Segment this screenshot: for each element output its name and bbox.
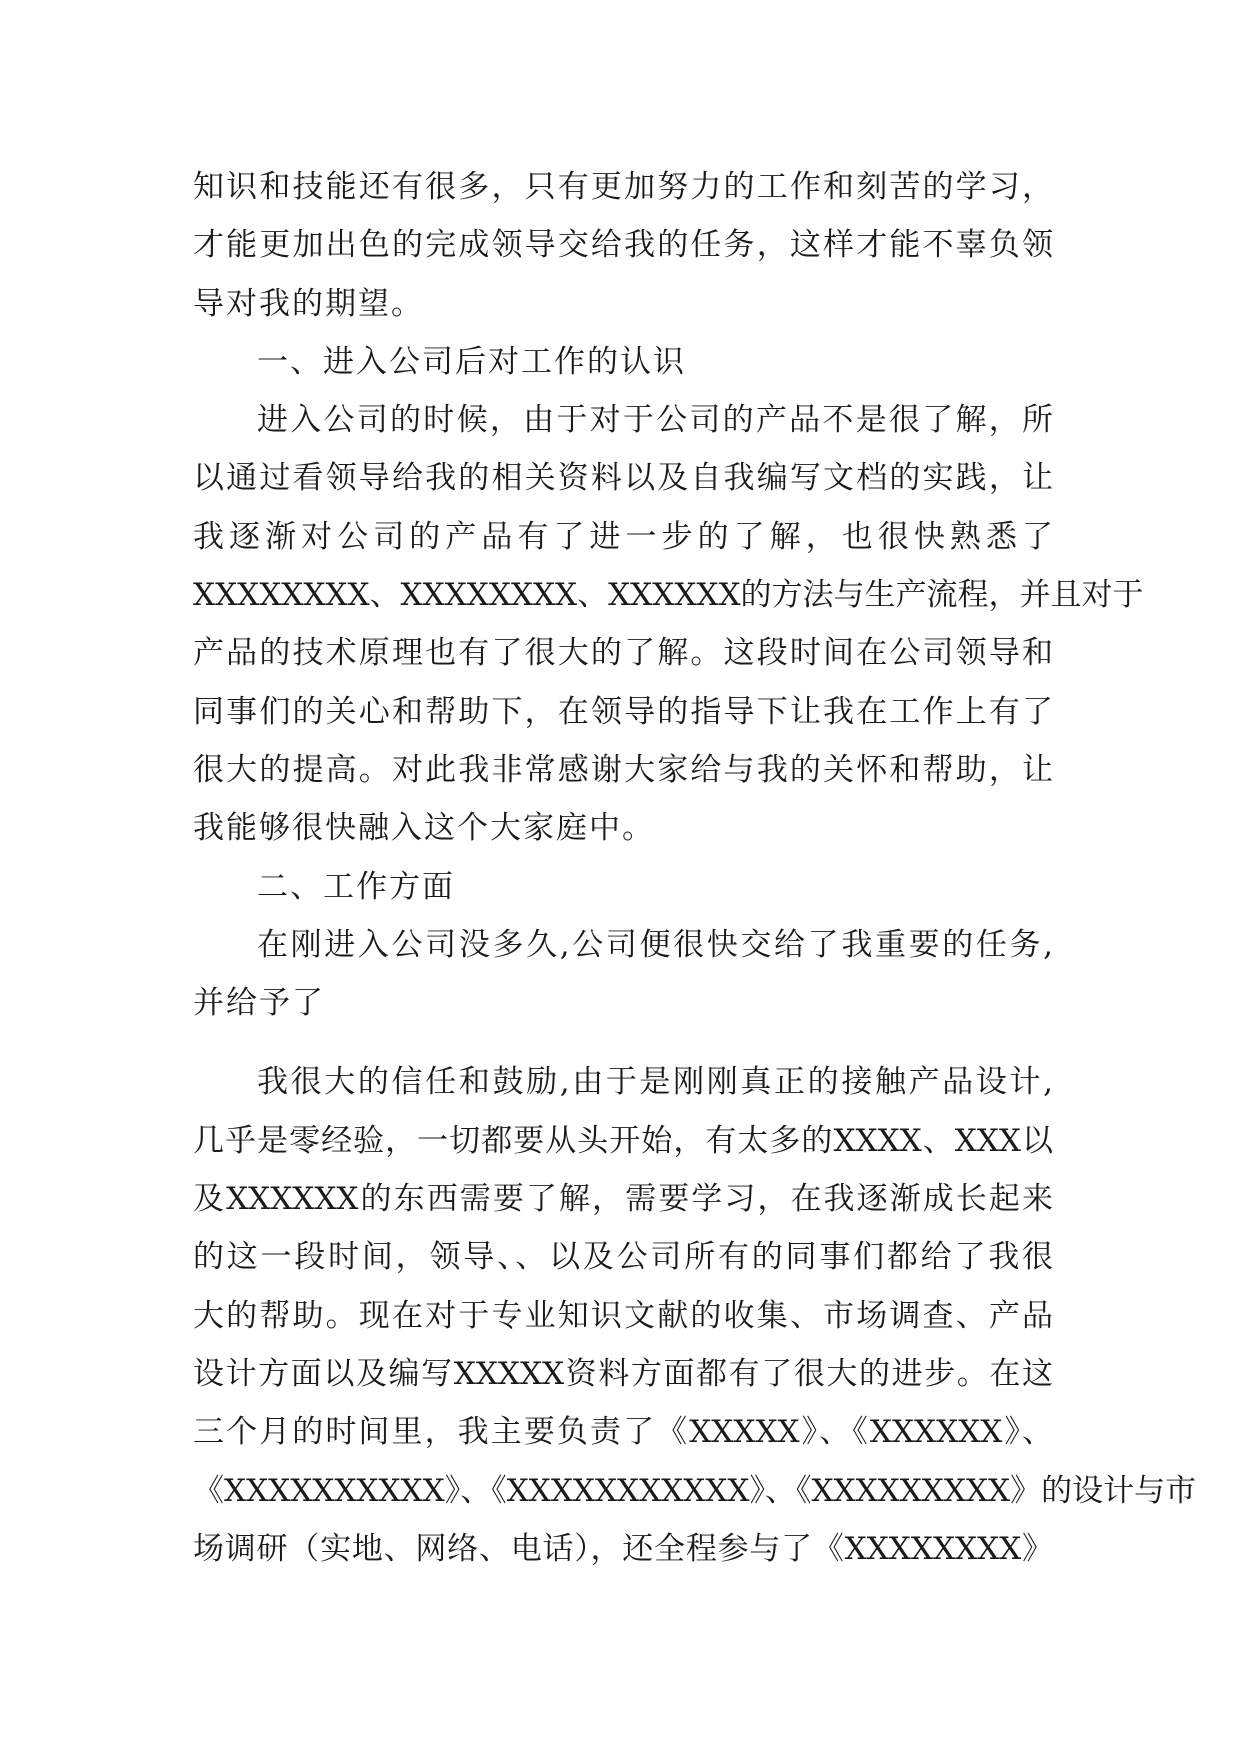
text-line: 产品的技术原理也有了很大的了解。这段时间在公司领导和 bbox=[193, 635, 1053, 672]
text-line: 我很大的信任和鼓励,由于是刚刚真正的接触产品设计, bbox=[257, 1064, 1053, 1101]
text-line: 设计方面以及编写XXXXX资料方面都有了很大的进步。在这 bbox=[193, 1355, 1053, 1392]
text-line: 的这一段时间，领导、、以及公司所有的同事们都给了我很 bbox=[193, 1239, 1053, 1276]
text-line: 场调研（实地、网络、电话），还全程参与了《XXXXXXXX》 bbox=[193, 1530, 1053, 1567]
text-line: 几乎是零经验，一切都要从头开始，有太多的XXXX、XXX以 bbox=[193, 1122, 1053, 1159]
text-line: XXXXXXXX、XXXXXXXX、XXXXXX的方法与生产流程，并且对于 bbox=[193, 577, 1144, 614]
text-line: 知识和技能还有很多，只有更加努力的工作和刻苦的学习， bbox=[193, 169, 1053, 205]
text-line: 我逐渐对公司的产品有了进一步的了解，也很快熟悉了 bbox=[193, 518, 1053, 555]
text-line: 同事们的关心和帮助下，在领导的指导下让我在工作上有了 bbox=[193, 693, 1053, 730]
text-line: 很大的提高。对此我非常感谢大家给与我的关怀和帮助，让 bbox=[193, 751, 1053, 788]
text-line: 进入公司的时候，由于对于公司的产品不是很了解，所 bbox=[257, 402, 1053, 439]
section-heading-1: 一、进入公司后对工作的认识 bbox=[257, 343, 686, 380]
text-line: 并给予了 bbox=[193, 985, 325, 1022]
section-heading-2: 二、工作方面 bbox=[257, 868, 455, 905]
text-line: 导对我的期望。 bbox=[193, 285, 424, 322]
text-line: 才能更加出色的完成领导交给我的任务，这样才能不辜负领 bbox=[193, 227, 1053, 264]
document-body bbox=[193, 158, 1197, 1578]
text-line: 在刚进入公司没多久,公司便很快交给了我重要的任务, bbox=[257, 926, 1053, 963]
text-line: 以通过看领导给我的相关资料以及自我编写文档的实践，让 bbox=[193, 460, 1053, 497]
text-line: 《XXXXXXXXXX》、《XXXXXXXXXXX》、《XXXXXXXXX》的设计与市 bbox=[193, 1472, 1197, 1509]
text-line: 我能够很快融入这个大家庭中。 bbox=[193, 810, 655, 847]
text-line: 大的帮助。现在对于专业知识文献的收集、市场调查、产品 bbox=[193, 1297, 1053, 1334]
text-line: 三个月的时间里，我主要负责了《XXXXX》、《XXXXXX》、 bbox=[193, 1414, 1053, 1451]
text-line: 及XXXXXX的东西需要了解，需要学习，在我逐渐成长起来 bbox=[193, 1181, 1053, 1218]
